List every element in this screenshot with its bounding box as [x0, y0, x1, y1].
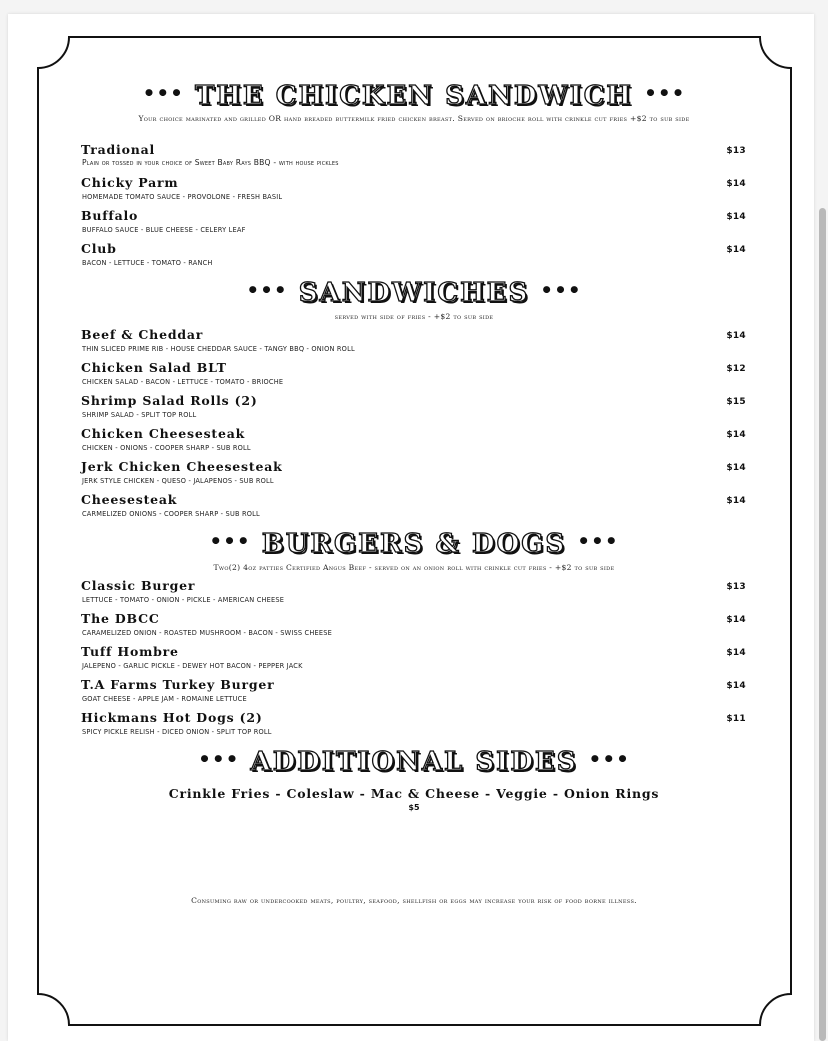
item-name: The DBCC — [81, 611, 160, 626]
item-price: $14 — [726, 648, 746, 658]
dots-right: ••• — [577, 529, 619, 553]
item-description: Plain or tossed in your choice of Sweet Baby Rays BBQ - with house pickles — [82, 158, 339, 167]
item-description: BUFFALO SAUCE - BLUE CHEESE - CELERY LEAF — [82, 226, 246, 234]
item-price: $14 — [726, 463, 746, 473]
item-name: Hickmans Hot Dogs (2) — [81, 710, 263, 725]
item-description: CARMELIZED ONIONS - COOPER SHARP - SUB ROLL — [82, 510, 260, 518]
dots-left: ••• — [198, 747, 240, 771]
item-price: $14 — [726, 496, 746, 506]
section-title-sides — [0, 747, 828, 777]
item-name: T.A Farms Turkey Burger — [81, 677, 275, 692]
item-description: HOMEMADE TOMATO SAUCE - PROVOLONE - FRESH BASIL — [82, 193, 283, 201]
item-description: JALEPENO - GARLIC PICKLE - DEWEY HOT BACON - PEPPER JACK — [82, 662, 303, 670]
section-title-text: ADDITIONAL SIDES — [250, 747, 578, 777]
section-title-text: THE CHICKEN SANDWICH — [194, 81, 633, 111]
item-description: CARAMELIZED ONION - ROASTED MUSHROOM - BACON - SWISS CHEESE — [82, 629, 333, 637]
dots-right: ••• — [588, 747, 630, 771]
item-name: Chicky Parm — [81, 175, 179, 190]
section-title-text: SANDWICHES — [298, 278, 530, 308]
dots-left: ••• — [209, 529, 251, 553]
item-name: Classic Burger — [81, 578, 196, 593]
item-name: Beef & Cheddar — [81, 327, 204, 342]
item-description: SHRIMP SALAD - SPLIT TOP ROLL — [82, 411, 197, 419]
item-price: $13 — [726, 146, 746, 156]
item-name: Tradional — [81, 142, 156, 157]
item-name: Chicken Cheesesteak — [81, 426, 246, 441]
item-description: LETTUCE - TOMATO - ONION - PICKLE - AMERICAN CHEESE — [82, 596, 285, 604]
item-description: THIN SLICED PRIME RIB - HOUSE CHEDDAR SAUCE - TANGY BBQ - ONION ROLL — [82, 345, 355, 353]
item-description: GOAT CHEESE - APPLE JAM - ROMAINE LETTUCE — [82, 695, 247, 703]
section-title-chicken — [0, 81, 828, 111]
item-name: Tuff Hombre — [81, 644, 179, 659]
item-name: Club — [81, 241, 117, 256]
item-name: Buffalo — [81, 208, 139, 223]
dots-right: ••• — [540, 278, 582, 302]
item-price: $14 — [726, 331, 746, 341]
item-price: $12 — [726, 364, 746, 374]
item-price: $11 — [726, 714, 746, 724]
food-safety-disclaimer: Consuming raw or undercooked meats, poultry, seafood, shellfish or eggs may increase your risk of food borne illness. — [191, 896, 637, 905]
item-name: Jerk Chicken Cheesesteak — [81, 459, 283, 474]
item-price: $14 — [726, 681, 746, 691]
sides-list: Crinkle Fries - Coleslaw - Mac & Cheese - Veggie - Onion Rings — [168, 786, 660, 801]
item-price: $14 — [726, 430, 746, 440]
item-description: SPICY PICKLE RELISH - DICED ONION - SPLIT TOP ROLL — [82, 728, 272, 736]
item-description: BACON - LETTUCE - TOMATO - RANCH — [82, 259, 213, 267]
item-description: CHICKEN - ONIONS - COOPER SHARP - SUB ROLL — [82, 444, 251, 452]
section-title-text: BURGERS & DOGS — [261, 529, 567, 559]
section-title-sandwiches — [0, 278, 828, 308]
section-subtitle-chicken: Your choice marinated and grilled OR hand breaded buttermilk fried chicken breast. Served on brioche roll with crinkle cut fries +$2 to sub side — [138, 114, 690, 123]
item-price: $13 — [726, 582, 746, 592]
sides-price: $5 — [408, 803, 420, 812]
item-name: Cheesesteak — [81, 492, 178, 507]
item-price: $14 — [726, 245, 746, 255]
dots-left: ••• — [246, 278, 288, 302]
item-description: CHICKEN SALAD - BACON - LETTUCE - TOMATO - BRIOCHE — [82, 378, 284, 386]
dots-left: ••• — [142, 81, 184, 105]
item-price: $14 — [726, 615, 746, 625]
item-price: $14 — [726, 179, 746, 189]
section-subtitle-burgers: Two(2) 4oz patties Certified Angus Beef - served on an onion roll with crinkle cut fries - +$2 to sub side — [213, 563, 615, 572]
item-description: JERK STYLE CHICKEN - QUESO - JALAPENOS - SUB ROLL — [82, 477, 274, 485]
item-price: $14 — [726, 212, 746, 222]
section-subtitle-sandwiches: served with side of fries - +$2 to sub side — [334, 312, 494, 321]
item-name: Chicken Salad BLT — [81, 360, 227, 375]
item-name: Shrimp Salad Rolls (2) — [81, 393, 258, 408]
dots-right: ••• — [644, 81, 686, 105]
section-title-burgers — [0, 529, 828, 559]
item-price: $15 — [726, 397, 746, 407]
